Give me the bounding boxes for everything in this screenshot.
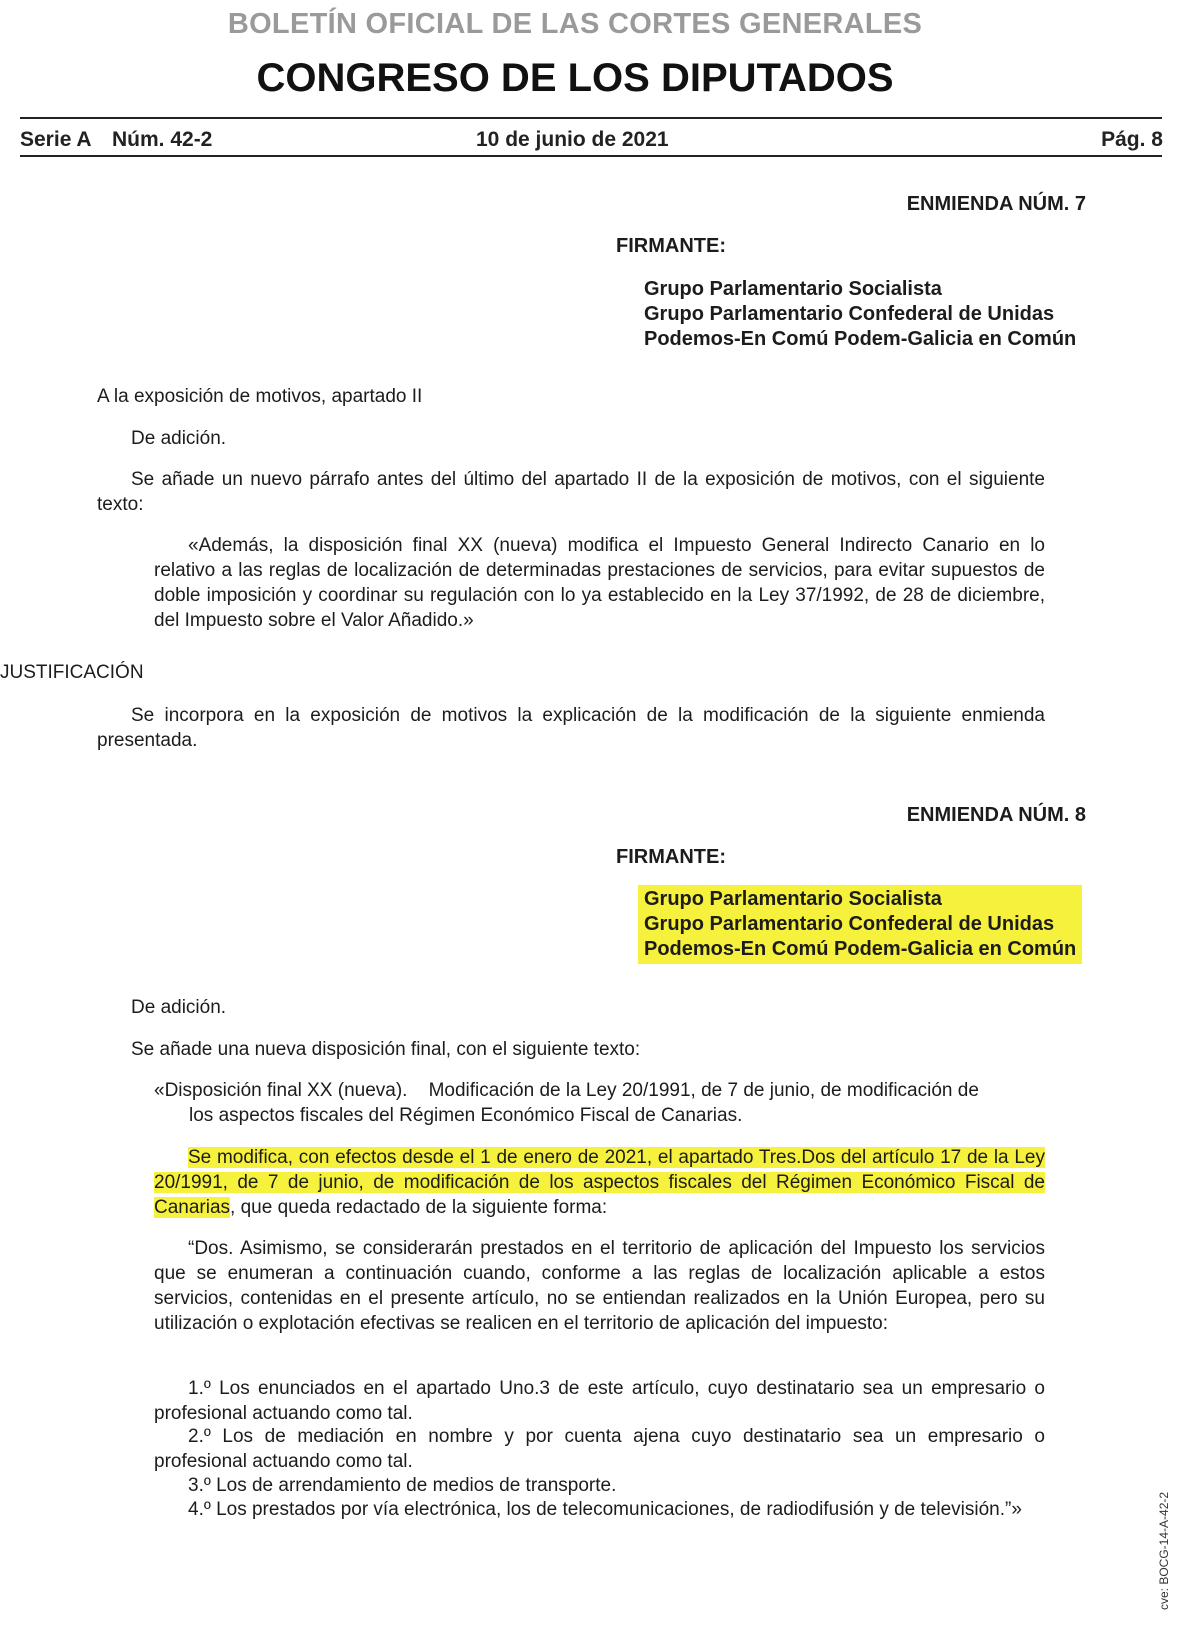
amendment-7-justification-heading: JUSTIFICACIÓN <box>0 662 144 683</box>
list-item-4: 4.º Los prestados por vía electrónica, los de telecomunicaciones, de radiodifusión y de televisión.”» <box>188 1499 1022 1520</box>
amendment-8-intro: Se añade una nueva disposición final, con el siguiente texto: <box>131 1039 641 1060</box>
amendment-7-intro: Se añade un nuevo párrafo antes del último del apartado II de la exposición de motivos, con el siguiente texto: <box>97 469 1045 515</box>
list-item-1: 1.º Los enunciados en el apartado Uno.3 de este artículo, cuyo destinatario sea un empresario o profesional actuando como tal. <box>154 1378 1045 1424</box>
amendment-7-signatory-label: FIRMANTE: <box>616 235 726 257</box>
bulletin-title: BOLETÍN OFICIAL DE LAS CORTES GENERALES <box>227 8 923 40</box>
amendment-8-title: ENMIENDA NÚM. 8 <box>906 804 1086 826</box>
publication-date: 10 de junio de 2021 <box>476 128 669 151</box>
modification-paragraph <box>154 1145 1045 1220</box>
amendment-7-signatories <box>644 277 1076 352</box>
list-item-3: 3.º Los de arrendamiento de medios de transporte. <box>188 1475 617 1496</box>
final-provision-line-2: los aspectos fiscales del Régimen Económico Fiscal de Canarias. <box>189 1105 743 1126</box>
signatory-group: Podemos-En Comú Podem-Galicia en Común <box>644 938 1077 960</box>
amendment-8-signatories <box>638 885 1082 964</box>
section-dos-text: “Dos. Asimismo, se considerarán prestados en el territorio de aplicación del Impuesto los servicios que se enumeran a continuación cuando, conforme a las reglas de localización aplicable a estos servicios, contenidas en el presente artículo, no se entiendan realizados en la Unión Europea, pero su utilización o explotación efectivas se realicen en el territorio de aplicación del impuesto: <box>154 1238 1045 1334</box>
highlighted-text: Se modifica, con efectos desde el 1 de enero de 2021, el apartado Tres.Dos del artículo 17 de la Ley 20/1991, de 7 de junio, de modificación de los aspectos fiscales del Régimen Económico Fiscal de Canarias <box>154 1147 1045 1218</box>
modification-rest: , que queda redactado de la siguiente forma: <box>230 1197 608 1218</box>
signatory-group: Grupo Parlamentario Socialista <box>644 278 942 300</box>
final-provision-line-1: «Disposición final XX (nueva). Modificación de la Ley 20/1991, de 7 de junio, de modificación de <box>154 1080 979 1101</box>
amendment-7-type: De adición. <box>131 428 227 449</box>
amendment-7-justification: Se incorpora en la exposición de motivos la explicación de la modificación de la siguiente enmienda presentada. <box>97 705 1045 751</box>
amendment-8-signatory-label: FIRMANTE: <box>616 846 726 868</box>
signatory-group: Grupo Parlamentario Confederal de Unidas <box>644 913 1055 935</box>
document-cve-code: cve: BOCG-14-A-42-2 <box>1157 1491 1171 1610</box>
list-item-2: 2.º Los de mediación en nombre y por cuenta ajena cuyo destinatario sea un empresario o profesional actuando como tal. <box>154 1426 1045 1472</box>
amendment-7-title: ENMIENDA NÚM. 7 <box>906 193 1086 215</box>
amendment-7-quote: «Además, la disposición final XX (nueva) modifica el Impuesto General Indirecto Canario en lo relativo a las reglas de localización de determinadas prestaciones de servicios, para evitar supuestos de doble imposición y coordinar su regulación con lo ya establecido en la Ley 37/1992, de 28 de diciembre, del Impuesto sobre el Valor Añadido.» <box>154 535 1045 631</box>
issue-number: Núm. 42-2 <box>112 128 213 151</box>
signatory-group: Podemos-En Comú Podem-Galicia en Común <box>644 328 1077 350</box>
amendment-8-type: De adición. <box>131 997 227 1018</box>
signatory-group: Grupo Parlamentario Socialista <box>644 888 942 910</box>
header-rule-top <box>20 117 1162 119</box>
page-number: Pág. 8 <box>1101 128 1163 151</box>
chamber-title: CONGRESO DE LOS DIPUTADOS <box>256 56 894 100</box>
signatory-group: Grupo Parlamentario Confederal de Unidas <box>644 303 1055 325</box>
series-label: Serie A <box>20 128 92 151</box>
amendment-7-section: A la exposición de motivos, apartado II <box>97 386 423 407</box>
header-rule-bottom <box>20 155 1162 157</box>
